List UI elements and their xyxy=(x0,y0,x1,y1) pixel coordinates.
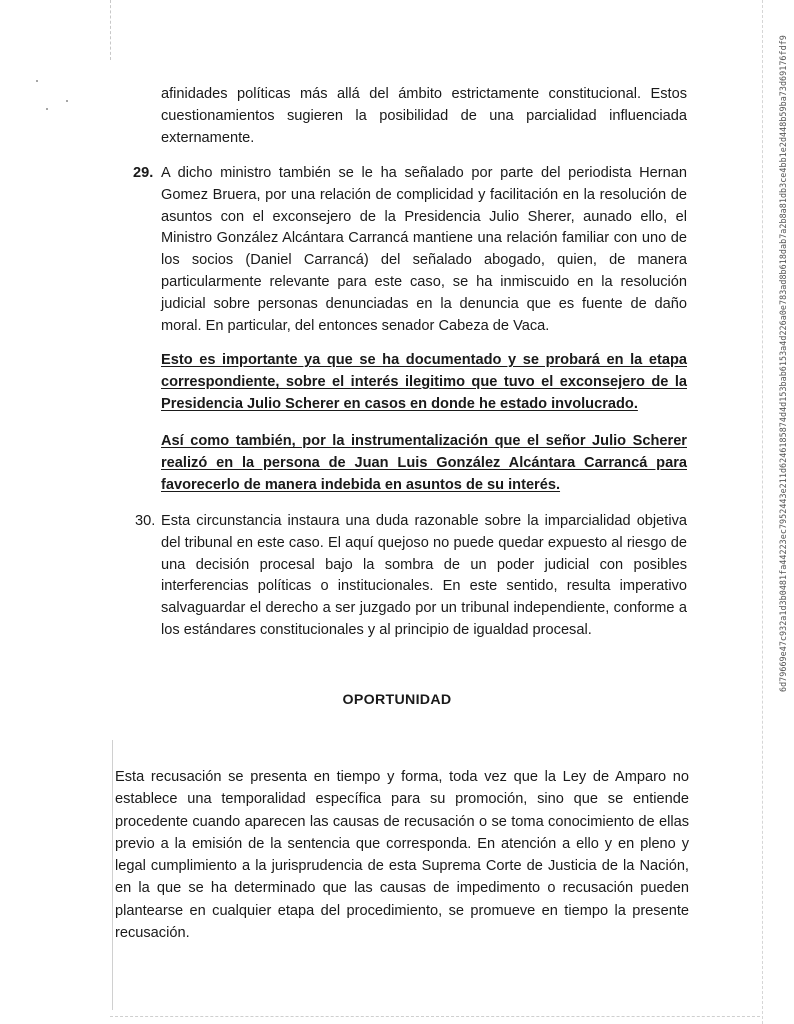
item-29-text: A dicho ministro también se le ha señalado por parte del periodista Hernan Gomez Bruera, por una relación de complicidad y facilitación en la resolución de asuntos con el exconsejero de la Presidencia Julio Sherer, aunado ello, el Ministro González Alcántara Carrancá mantiene una relación familiar con uno de los socios (Daniel Carrancá) del señalado abogado, quien, de manera particularmente relevante para este caso, se ha inmiscuido en la resolución judicial sobre personas denunciadas en la denuncia que es fuente de daño moral. En particular, del entonces senador Cabeza de Vaca. xyxy=(161,165,687,334)
scan-speck xyxy=(36,80,38,82)
scan-speck xyxy=(46,108,48,110)
item-30-number: 30. xyxy=(135,513,156,529)
item-29-emphasis-2: Así como también, por la instrumentalización que el señor Julio Scherer realizó en la persona de Juan Luis González Alcántara Carrancá para favorecerlo de manera indebida en asuntos de su interés. xyxy=(161,433,687,493)
item-29-number: 29. xyxy=(133,165,154,181)
margin-guide-left xyxy=(112,740,114,1010)
paragraph-continuation: afinidades políticas más allá del ámbito estrictamente constitucional. Estos cuestionamientos sugieren la posibilidad de una parcialidad influenciada externamente. xyxy=(161,86,687,146)
margin-guide-top xyxy=(110,0,112,60)
item-29-emphasis-1: Esto es importante ya que se ha documentado y se probará en la etapa correspondiente, sobre el interés ilegitimo que tuvo el exconsejero de la Presidencia Julio Scherer en casos en donde he estado involucrado. xyxy=(161,352,687,412)
section-paragraph: Esta recusación se presenta en tiempo y forma, toda vez que la Ley de Amparo no establece una temporalidad específica para su promoción, sino que se entiende procedente cuando aparecen las causas de recusación o se toma conocimiento de ellas previo a la emisión de la sentencia que corresponda. En atención a ello y en pleno y legal cumplimiento a la jurisprudencia de esta Suprema Corte de Justicia de la Nación, en la que se ha determinado que las causas de impedimento o recusación pueden plantearse en cualquier etapa del procedimiento, se promueve en tiempo la presente recusación. xyxy=(115,769,689,942)
scan-speck xyxy=(66,100,68,102)
bottom-margin-line xyxy=(110,1016,760,1018)
section-heading: OPORTUNIDAD xyxy=(342,692,452,708)
item-30-text: Esta circunstancia instaura una duda razonable sobre la imparcialidad objetiva del tribunal en este caso. El aquí quejoso no puede quedar expuesto al riesgo de una decisión procesal bajo la sombra de un poder judicial con posibles interferencias políticas o institucionales. En este sentido, resulta imperativo salvaguardar el derecho a ser juzgado por un tribunal independiente, conforme a los estándares constitucionales y al principio de igualdad procesal. xyxy=(161,513,687,638)
document-hash: 6d79669e47c932a1d3b0481fa44223ec7952443e211d6246185874d4d153bab6153a4d226a0e783ad8b618dab7a2b8a81db3ce4bb1e2d448b59ba73d69176fdf9 xyxy=(778,35,788,692)
right-margin-line xyxy=(762,0,764,1024)
